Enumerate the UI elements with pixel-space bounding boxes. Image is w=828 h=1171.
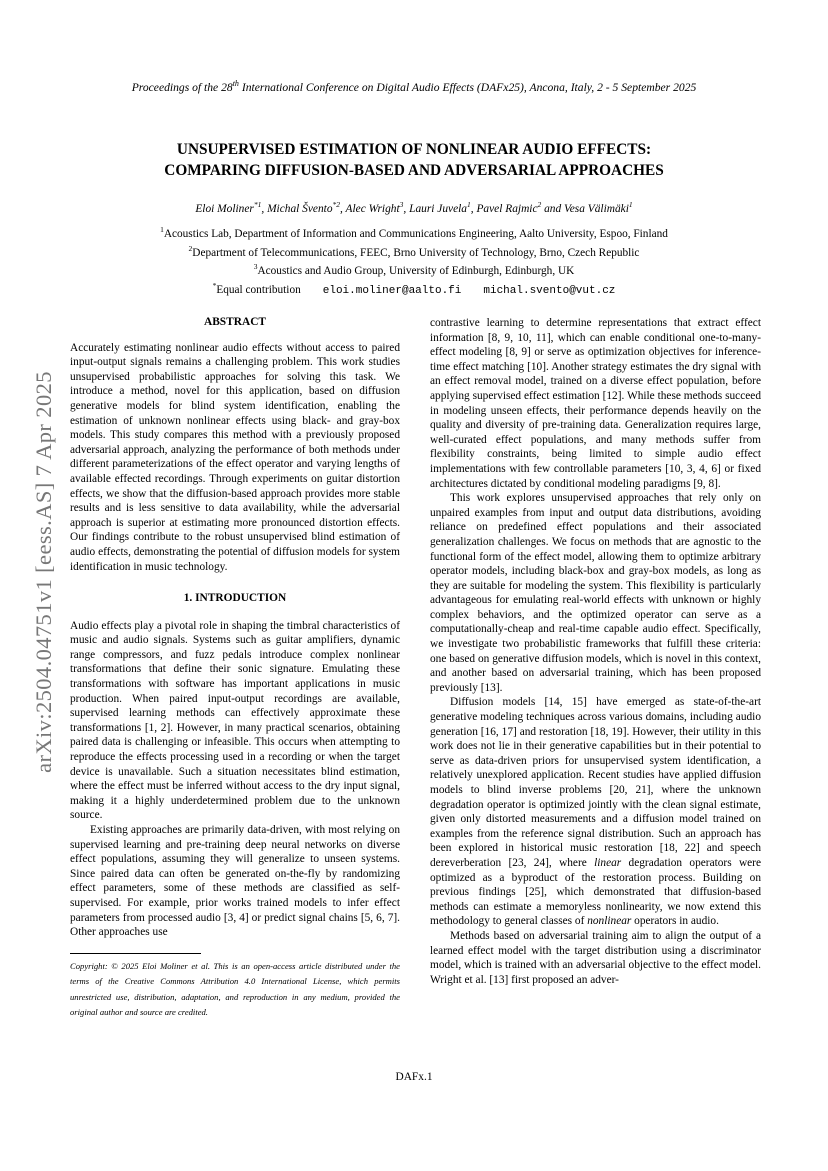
arxiv-identifier[interactable]: arXiv:2504.04751v1 [eess.AS] 7 Apr 2025 [31, 371, 56, 773]
page-number: DAFx.1 [395, 1071, 433, 1083]
paragraph: Diffusion models [14, 15] have emerged as state-of-the-art generative modeling techniques across various domains, including audio generation [16, 17] and restoration [18, 19]. However, their utility in this work does not lie in their generative capabilities but in their potential to serve as data-driven priors for unsupervised system identification, a relatively unexplored application. Recent studies have applied diffusion models to blind inverse problems [20, 21], where the unknown degradation operator is optimized jointly with the clean signal estimate, given only distorted measurements and a diffusion model trained on examples from the reference signal distribution. Such an approach has been explored in historical music restoration [18, 22] and speech dereverberation [23, 24], where linear degradation operators were optimized as a byproduct of the restoration process. Building on previous findings [25], which demonstrated that diffusion-based methods can estimate a memoryless nonlinearity, we now extend this methodology to general classes of nonlinear operators in audio. [430, 696, 761, 928]
paragraph: Audio effects play a pivotal role in shaping the timbral characteristics of music and audio signals. Systems such as guitar amplifiers, dynamic range compressors, and fuzz pedals introduce complex nonlinear transformations that define their sonic signature. Emulating these transformations with software has important applications in music production. When paired input-output recordings are available, supervised learning methods can effectively approximate these transformations [1, 2]. However, in many practical scenarios, obtaining paired data is challenging or infeasible. This occurs when attempting to reproduce the effects processing used in a recording or when the target device is unavailable. Such a situation necessitates blind estimation, where the effect must be inferred without access to the dry input signal, making it a highly underdetermined problem due to the unknown source. [70, 619, 400, 822]
author-list: Eloi Moliner$^{*1}$, Michal Švento$^{*2}$, Alec Wright$^3$, Lauri Juvela$^1$, Pavel Rajmic$^2$ and Vesa Välimäki$^1$ [195, 200, 633, 215]
abstract-heading: ABSTRACT [203, 316, 267, 328]
author: Michal Švento$^{*2}$ [267, 200, 341, 215]
paper-title [60, 139, 768, 181]
title-line-1: UNSUPERVISED ESTIMATION OF NONLINEAR AUDIO EFFECTS: [176, 141, 652, 158]
title-line-2: COMPARING DIFFUSION-BASED AND ADVERSARIAL APPROACHES [164, 162, 664, 179]
affiliation: $^1$Acoustics Lab, Department of Information and Communications Engineering, Aalto University, Espoo, Finland [160, 225, 668, 240]
affiliations [60, 223, 768, 298]
right-column [430, 316, 761, 987]
paragraph: Existing approaches are primarily data-driven, with most relying on supervised learning and pre-training deep neural networks on diverse effect populations, assuming they will generalize to unseen systems. Since paired data can often be generated on-the-fly by randomizing effect parameters, some of these methods are classified as self-supervised. For example, prior works trained models to infer effect parameters from processed audio [3, 4] or predict signal chains [5, 6, 7]. Other approaches use [70, 824, 400, 939]
author: Vesa Välimäki$^1$ [564, 200, 633, 215]
abstract-text: Accurately estimating nonlinear audio effects without access to paired input-output signals remains a challenging problem. This work studies unsupervised probabilistic approaches for solving this task. We introduce a method, novel for this application, based on diffusion generative models for blind system identification, enabling the estimation of unknown nonlinear effects using black- and gray-box models. This study compares this method with a previously proposed adversarial approach, analyzing the performance of both methods under different parameterizations of the effect operator and varying lengths of available effected recordings. Through experiments on guitar distortion effects, we show that the diffusion-based approach provides more stable results and is less sensitive to data availability, while the adversarial approach is superior at estimating more pronounced distortion effects. Our findings contribute to the robust unsupervised blind estimation of audio effects, demonstrating the potential of diffusion models for system identification in music technology. [70, 341, 400, 573]
left-column [70, 315, 400, 940]
affiliation: $^3$Acoustics and Audio Group, University of Edinburgh, Edinburgh, UK [253, 262, 575, 277]
introduction-heading: 1. INTRODUCTION [183, 592, 287, 605]
author: Lauri Juvela$^1$ [409, 200, 471, 215]
email-link[interactable]: michal.svento@vut.cz [483, 284, 616, 297]
author: Eloi Moliner$^{*1}$ [195, 200, 262, 215]
affiliation: $^2$Department of Telecommunications, FEEC, Brno University of Technology, Brno, Czech Republic [188, 243, 640, 259]
email-link[interactable]: eloi.moliner@aalto.fi [322, 284, 462, 297]
paragraph: This work explores unsupervised approaches that rely only on unpaired examples from input and output data distributions, avoiding reliance on predefined effect populations and their associated generalization challenges. We focus on methods that are agnostic to the functional form of the effect model, allowing them to optimize arbitrary operator models, including black-box and gray-box models, as long as they are suitable for modeling the system. This flexibility is particularly advantageous for emulating real-world effects with unknown or highly complex behaviors, and the optimized operator can serve as a computationally-cheap and real-time capable audio effect. Specifically, we investigate two probabilistic frameworks that fulfill these criteria: one based on generative diffusion models, which is novel in this context, and another based on adversarial training, which has been proposed previously [13]. [430, 492, 761, 694]
copyright-footnote: Copyright: © 2025 Eloi Moliner et al. This is an open-access article distributed under the terms of the Creative Commons Attribution 4.0 International License, which permits unrestricted use, distribution, adaptation, and reproduction in any medium, provided the original author and source are credited. [70, 961, 400, 1017]
author: Pavel Rajmic$^2$ [476, 200, 542, 215]
paragraph: Methods based on adversarial training aim to align the output of a learned effect model with the target distribution using a discriminator model, which is trained with an adversarial objective to the effect model. Wright et al. [13] first proposed an adver- [430, 929, 761, 986]
paragraph: contrastive learning to determine representations that extract effect information [8, 9, 10, 11], which can enable conditional one-to-many-effect modeling [8, 9] or serve as optimization objectives for inference-time effect matching [10]. Another strategy estimates the dry signal with an effect removal model, trained on a diverse effect population, before applying supervised effect estimation [12]. While these methods succeed in modeling unseen effects, their performance depends heavily on the quality and diversity of pre-training data. Generalization requires large, well-curated effect populations, and many methods suffer from flexibility constraints, being limited to simple audio effect implementations with few controllable parameters [10, 3, 4, 6] or fixed architectures dictated by conditional modeling paradigms [9, 8]. [430, 317, 761, 490]
proceedings-header: Proceedings of the 28th International Conference on Digital Audio Effects (DAFx25), Ancona, Italy, 2 - 5 September 2025 [131, 79, 697, 94]
footnote-rule [70, 953, 201, 954]
equal-contribution-note: Equal contribution [216, 283, 301, 296]
author: Alec Wright$^3$ [345, 200, 404, 215]
contribution-line: *Equal contribution eloi.moliner@aalto.fi michal.svento@vut.cz [212, 280, 616, 297]
